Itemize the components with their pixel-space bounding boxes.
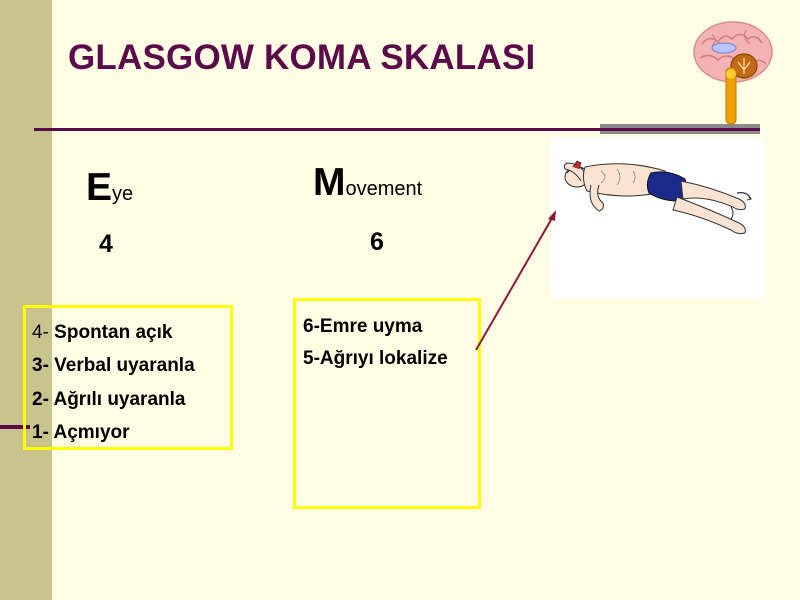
eye-option-1-number: 1-	[32, 422, 49, 443]
eye-option-2	[32, 389, 185, 411]
eye-option-4-text: Spontan açık	[48, 322, 173, 343]
eye-option-2-number: 2-	[32, 389, 49, 410]
movement-heading-initial: M	[313, 161, 346, 204]
eye-option-3-number: 3-	[32, 355, 49, 376]
eye-option-1	[32, 422, 130, 444]
movement-option-5: 5-Ağrıyı lokalize	[303, 348, 448, 369]
left-sidebar-bar	[0, 0, 52, 600]
eye-option-2-text: Ağrılı uyaranla	[48, 389, 186, 410]
brain-illustration	[688, 14, 778, 126]
eye-heading-initial: E	[86, 166, 113, 209]
eye-score: 4	[99, 230, 113, 258]
movement-score: 6	[370, 228, 384, 256]
movement-option-6: 6-Emre uyma	[303, 316, 423, 337]
eye-heading	[86, 166, 133, 210]
patient-image-panel	[551, 137, 765, 299]
lying-patient-illustration	[551, 137, 765, 299]
eye-option-3-text: Verbal uyaranla	[48, 355, 195, 376]
movement-heading-rest: ovement	[345, 178, 423, 200]
slide-title: GLASGOW KOMA SKALASI	[68, 38, 536, 77]
eye-heading-rest: ye	[112, 183, 134, 205]
eye-option-1-text: Açmıyor	[48, 422, 130, 443]
title-rule	[34, 128, 760, 131]
eye-option-3	[32, 355, 195, 377]
eye-option-4-number: 4-	[32, 322, 49, 343]
movement-heading	[313, 161, 422, 205]
eye-option-4	[32, 322, 172, 344]
